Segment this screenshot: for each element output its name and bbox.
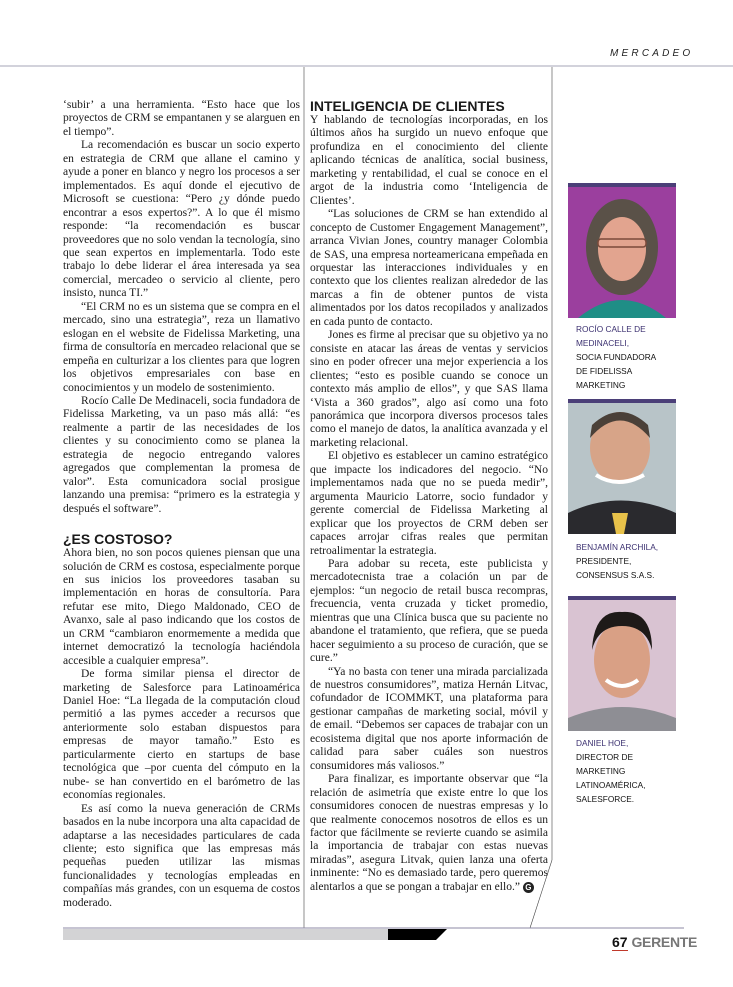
article-column-1 [63,99,300,910]
paragraph: De forma similar piensa el director de marketing de Salesforce para Latinoamérica Daniel Hoe: “La llegada de la computación cloud permitió a las pymes acceder a recursos que anteriormente solo estaban dispuestos para empresas de mayor tamaño.” Esto es particularmente cierto en startups de base tecnológica que –por cuenta del cómputo en la nube- se han convertido en el barómetro de las economías regionales. [63,668,300,802]
section-heading: ¿ES COSTOSO? [63,531,173,548]
article-column-2 [310,99,548,894]
profile-role: PRESIDENTE, CONSENSUS S.A.S. [576,556,655,580]
paragraph: “Las soluciones de CRM se han extendido al concepto de Customer Engagement Management”, arranca Vivian Jones, country manager Colombia de SAS, una empresa norteamericana empeñada en orquestar las interacciones individuales y en contexto que los clientes realizan alrededor de las marcas a fin de obtener puntos de vista alimentados por los datos recopilados y analizados en cada punto de contacto. [310,208,548,328]
page-number: 67 [612,934,628,950]
paragraph: Es así como la nueva generación de CRMs basados en la nube incorpora una alta capacidad de adaptarse a las necesidades particulares de cada cliente; esto significa que las empresas más pequeñas pueden utilizar las mismas funcionalidades y tecnologías empleadas en compañías más grandes, con un esquema de costos moderado. [63,802,300,909]
paragraph: El objetivo es establecer un camino estratégico que impacte los indicadores del negocio. “No implementamos nada que no se pueda medir”, argumenta Mauricio Latorre, socio fundador y gerente comercial de Fidelissa Marketing al explicar que los proyectos de CRM deben ser capaces arrojar cifras reales que permitan retroalimentar la estrategia. [310,450,548,557]
portrait-man-icon [568,600,676,731]
profile-caption [576,736,670,806]
section-heading: INTELIGENCIA DE CLIENTES [310,98,505,114]
profile-name: BENJAMÍN ARCHILA, [576,542,659,552]
page-footer [612,934,697,950]
paragraph: Rocío Calle De Medinaceli, socia fundadora de Fidelissa Marketing, va un paso más allá: “es realmente a partir de las necesidades de los clientes y su conocimiento como se planea la estrategia de negocio entregando valores agregados que complementan la promesa de valor”. Esta comunicadora social prosigue lanzando una premisa: “primero es la estrategia y después el software”. [63,394,300,515]
profile-caption [576,540,676,582]
paragraph: Jones es firme al precisar que su objetivo ya no consiste en atacar las áreas de ventas y servicios sino en poder ofrecer una mejor experiencia a los clientes; “esto es posible cuando se conoce un contexto más amplio de ellos”, y que SAS llama ‘Vista a 360 grados”, algo así como una foto panorámica que incorpora diversos procesos tales como el manejo de datos, la analítica avanzada y el marketing relacional. [310,329,548,449]
paragraph-text: Para finalizar, es importante observar que “la relación de asimetría que existe entre lo que los consumidores conocen de nuestras empresas y lo que realmente conocemos nosotros de ellos es un factor que fácilmente se revierte cuando se asimila la importancia de trabajar con estas nuevas miradas”, asegura Litvak, quien lanza una oferta inminente: “No es demasiado tarde, pero queremos alentarlos a que se pongan a trabajar en ello.” [310,773,548,893]
paragraph: “El CRM no es un sistema que se compra en el mercado, sino una estrategia”, reza un llamativo eslogan en el website de Fidelissa Marketing, una firma de consultoría en mercadeo relacional que se empeña en culturizar a los clientes para que logren los objetivos empresariales con base en conocimientos y un modelo de sostenimiento. [63,300,300,394]
paragraph: “Ya no basta con tener una mirada parcializada de nuestros consumidores”, matiza Hernán Litvac, cofundador de ICOMMKT, una plataforma para gestionar campañas de marketing social, móvil y de email. “Debemos ser capaces de trabajar con un ecosistema digital que nos aporte información de calidad para saber cuáles son nuestros consumidores más valiosos.” [310,665,548,772]
profile-role: SOCIA FUNDADORA DE FIDELISSA MARKETING [576,352,656,390]
portrait-woman-icon [568,187,676,318]
profile-photo-rocio [568,183,676,318]
paragraph: Para adobar su receta, este publicista y mercadotecnista trae a colación un par de ejemplos: “un negocio de retail busca recompras, frecuencia, venta cruzada y ticket promedio, mientras que una Clínica busca que su paciente no abandone el tratamiento, que refiera, que se pueda hacer seguimiento a su proceso de curación, que se cure.” [310,557,548,665]
end-mark-icon: G [523,882,534,893]
paragraph: ‘subir’ a una herramienta. “Esto hace que los proyectos de CRM se empantanen y se alarguen en el tiempo”. [63,99,300,138]
paragraph: Ahora bien, no son pocos quienes piensan que una solución de CRM es costosa, especialmente porque en sus inicios los proveedores tasaban su implementación en horas de consultoría. Para refutar ese mito, Diego Maldonado, CEO de Avanxo, sale al paso indicando que los costos de un CRM “cambiaron enormemente a medida que internet democratizó la tecnología haciéndola accesible a cualquier empresa”. [63,547,300,667]
profile-photo-benjamin [568,399,676,534]
paragraph: Y hablando de tecnologías incorporadas, en los últimos años ha surgido un nuevo enfoque que profundiza en el conocimiento del cliente aplicando técnicas de analítica, social business, marketing y rentabilidad, el cual se conoce en el argot de la industria como ‘Inteligencia de Clientes’. [310,114,548,207]
profile-name: DANIEL HOE, [576,738,629,748]
magazine-brand: GERENTE [631,934,698,950]
profile-role: DIRECTOR DE MARKETING LATINOAMÉRICA, SALESFORCE. [576,752,646,804]
profile-photo-daniel [568,596,676,731]
paragraph [310,773,548,894]
paragraph: La recomendación es buscar un socio experto en estrategia de CRM que allane el camino y ayude a poner en blanco y negro los procesos a ser implementados. Es aquí donde el ejecutivo de Microsoft se cuestiona: “Pero ¿y dónde puedo encontrar a esos expertos?”. A lo que él mismo responde: “la recomendación es buscar proveedores que no solo vendan la tecnología, sino que sean expertos en implementarla. Todo este trabajo lo debe liderar el área interesada ya sea comercial, mercadeo o servicio al cliente, pero insisto, nunca TI.” [63,139,300,300]
section-label: MERCADEO [610,48,694,59]
portrait-man-icon [568,403,676,534]
profile-name: ROCÍO CALLE DE MEDINACELI, [576,324,646,348]
profile-caption [576,322,666,392]
